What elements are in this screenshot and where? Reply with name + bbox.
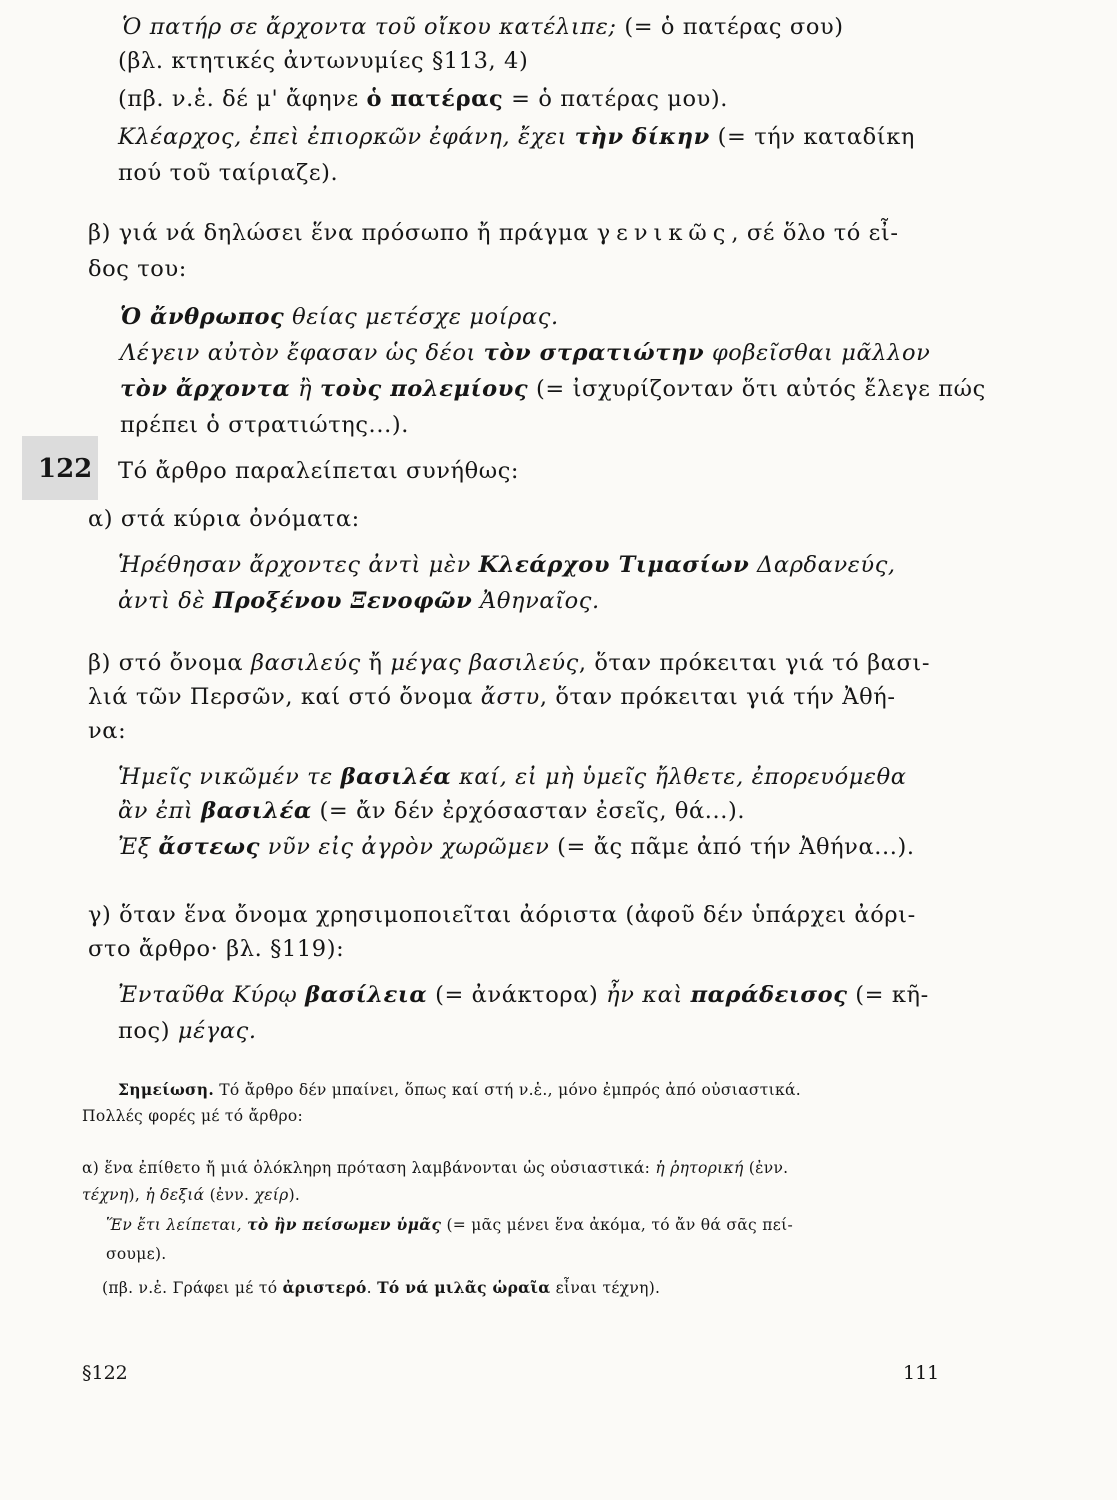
bold-term: ἄστεως xyxy=(158,834,260,860)
translation-text: (= ὁ πατέρας σου) xyxy=(616,14,844,40)
example-line xyxy=(118,586,600,616)
rule-text: , ὅταν πρόκειται γιά τό βασι- xyxy=(578,650,931,676)
example-text: ἀντὶ δὲ xyxy=(118,588,213,614)
example-line xyxy=(118,832,915,862)
italic-term: ἡ ῥητορική xyxy=(655,1159,744,1177)
note-text: εἶναι τέχνη). xyxy=(550,1279,661,1297)
example-text: Ὁ πατήρ σε ἄρχοντα τοῦ οἴκου κατέλιπε; xyxy=(122,14,617,40)
note-text: . xyxy=(366,1279,378,1297)
bold-term: βασιλέα xyxy=(201,798,312,824)
note-example-line xyxy=(106,1214,793,1236)
example-text: Ἀθηναῖος. xyxy=(472,588,600,614)
bold-term: Κλεάρχου Τιμασίων xyxy=(478,552,750,578)
example-text: ἂν ἐπὶ xyxy=(118,798,202,824)
italic-term: μέγας βασιλεύς xyxy=(390,650,579,676)
example-line xyxy=(118,980,929,1010)
example-text: Δαρδανεύς, xyxy=(749,552,896,578)
section-heading: Τό ἄρθρο παραλείπεται συνήθως: xyxy=(118,458,520,484)
example-line xyxy=(120,302,559,332)
rule-line: να: xyxy=(88,718,127,744)
rule-text: , ὅταν πρόκειται γιά τήν Ἀθή- xyxy=(539,684,896,710)
example-text: νῦν εἰς ἀγρὸν χωρῶμεν xyxy=(260,834,550,860)
italic-term: μέγας. xyxy=(177,1018,257,1044)
rule-text: β) στό ὄνομα xyxy=(88,650,251,676)
bold-term: τοὺς πολεμίους xyxy=(319,376,529,402)
bold-term: βασίλεια xyxy=(305,982,428,1008)
example-text: Ἡρέθησαν ἄρχοντες ἀντὶ μὲν xyxy=(118,552,479,578)
italic-term: ἄστυ xyxy=(480,684,540,710)
example-text: Ἡμεῖς νικῶμέν τε xyxy=(118,764,341,790)
translation-text: (= ἄς πᾶμε ἀπό τήν Ἀθήνα...). xyxy=(549,834,915,860)
bold-term: Τό νά μιλᾶς ὡραῖα xyxy=(377,1278,551,1297)
example-line xyxy=(122,12,844,42)
note-line: Πολλές φορές μέ τό ἄρθρο: xyxy=(82,1107,304,1125)
reference-line: (βλ. κτητικές ἀντωνυμίες §113, 4) xyxy=(118,48,529,74)
rule-line: δος του: xyxy=(88,256,187,282)
rule-line xyxy=(88,648,930,678)
translation-text: (= τήν καταδίκη xyxy=(709,124,915,150)
example-text: Ἐνταῦθα Κύρῳ xyxy=(118,982,306,1008)
translation-text: πος) xyxy=(118,1018,178,1044)
note-text: (πβ. ν.ἑ. Γράφει μέ τό xyxy=(102,1279,283,1297)
example-text: θείας μετέσχε μοίρας. xyxy=(284,304,559,330)
example-text: Ἕν ἔτι λείπεται, xyxy=(106,1216,248,1234)
rule-line xyxy=(88,218,899,248)
comparison-line xyxy=(118,84,728,114)
example-line xyxy=(118,122,915,152)
example-text: καί, εἰ μὴ ὑμεῖς ἤλθετε, ἐπορευόμεθα xyxy=(451,764,907,790)
bold-term: Ὁ ἄνθρωπος xyxy=(120,304,285,330)
bold-term: ἀριστερό xyxy=(282,1278,367,1297)
note-text: (ἐνν. xyxy=(204,1186,255,1204)
italic-term: ἡ δεξιά xyxy=(145,1186,205,1204)
example-text: Κλέαρχος, ἐπεὶ ἐπιορκῶν ἐφάνη, ἔχει xyxy=(118,124,575,150)
translation-text: (= ἰσχυρίζονταν ὅτι αὐτός ἔλεγε πώς xyxy=(528,376,986,402)
example-line xyxy=(120,338,930,368)
page-number: 111 xyxy=(903,1362,940,1384)
note-text: ). xyxy=(288,1186,301,1204)
section-number: 122 xyxy=(38,454,93,484)
comparison-text: (πβ. ν.ἑ. δέ μ' ἄφηνε xyxy=(118,86,367,112)
rule-line: στο ἄρθρο· βλ. §119): xyxy=(88,936,345,962)
bold-term: βασιλέα xyxy=(340,764,452,790)
italic-term: τέχνη xyxy=(82,1186,129,1204)
italic-term: βασιλεύς xyxy=(250,650,361,676)
example-line xyxy=(118,550,896,580)
translation-line: πρέπει ὁ στρατιώτης...). xyxy=(120,412,409,438)
translation-text: (= μᾶς μένει ἕνα ἀκόμα, τό ἄν θά σᾶς πεί- xyxy=(441,1216,793,1234)
note-text: ), xyxy=(128,1186,146,1204)
example-text: ἦν καὶ xyxy=(606,982,691,1008)
bold-term: τὴν δίκην xyxy=(574,124,710,150)
bold-term: ὁ πατέρας xyxy=(366,86,504,112)
translation-text: (= ἄν δέν ἐρχόσασταν ἐσεῖς, θά...). xyxy=(311,798,746,824)
example-text: Λέγειν αὐτὸν ἔφασαν ὡς δέοι xyxy=(120,340,484,366)
note-text: (ἐνν. xyxy=(743,1159,789,1177)
translation-line: πού τοῦ ταίριαζε). xyxy=(118,160,339,186)
example-text: ἢ xyxy=(290,376,320,402)
spaced-term: γενικῶς xyxy=(596,220,732,246)
bold-term: τὸν ἄρχοντα xyxy=(120,376,291,402)
note-line xyxy=(82,1157,788,1179)
note-line xyxy=(82,1184,300,1206)
bold-term: Προξένου Ξενοφῶν xyxy=(212,588,473,614)
comparison-text: = ὁ πατέρας μου). xyxy=(503,86,729,112)
translation-text: (= κῆ- xyxy=(847,982,929,1008)
rule-line: α) στά κύρια ὀνόματα: xyxy=(88,506,360,532)
rule-line xyxy=(88,682,896,712)
note-label: Σημείωση. xyxy=(118,1080,215,1099)
footer-section-ref: §122 xyxy=(82,1362,128,1384)
example-line xyxy=(118,1016,257,1046)
example-text: Ἐξ xyxy=(118,834,159,860)
rule-text: λιά τῶν Περσῶν, καί στό ὄνομα xyxy=(88,684,481,710)
rule-text: ἤ xyxy=(360,650,391,676)
bold-term: τὸν στρατιώτην xyxy=(483,340,705,366)
example-line xyxy=(118,762,907,792)
note-text: α) ἕνα ἐπίθετο ἤ μιά ὁλόκληρη πρόταση λαμβάνονται ὡς οὐσιαστικά: xyxy=(82,1159,656,1177)
example-text: φοβεῖσθαι μᾶλλον xyxy=(704,340,931,366)
bold-term: τὸ ἢν πείσωμεν ὑμᾶς xyxy=(247,1215,442,1234)
bold-term: παράδεισος xyxy=(690,982,848,1008)
italic-term: χείρ xyxy=(254,1186,289,1204)
note-line: σουμε). xyxy=(106,1245,167,1263)
rule-text: β) γιά νά δηλώσει ἕνα πρόσωπο ἤ πράγμα xyxy=(88,220,597,246)
translation-text: (= ἀνάκτορα) xyxy=(427,982,607,1008)
rule-line: γ) ὅταν ἕνα ὄνομα χρησιμοποιεῖται ἀόριστα (ἀφοῦ δέν ὑπάρχει ἀόρι- xyxy=(88,902,916,928)
note-line xyxy=(118,1079,801,1101)
rule-text: , σέ ὅλο τό εἶ- xyxy=(731,220,899,246)
note-line xyxy=(102,1277,660,1299)
example-line xyxy=(120,374,986,404)
example-line xyxy=(118,796,745,826)
note-text: Τό ἄρθρο δέν μπαίνει, ὅπως καί στή ν.ἑ., μόνο ἐμπρός ἀπό οὐσιαστικά. xyxy=(214,1081,802,1099)
